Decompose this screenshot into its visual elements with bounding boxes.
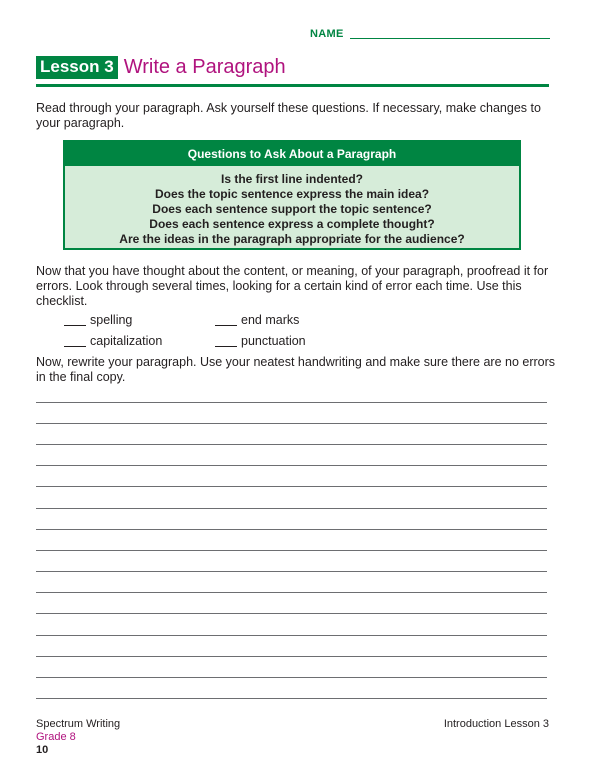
questions-box — [63, 140, 521, 250]
checklist-item-capitalization[interactable] — [64, 334, 162, 349]
checklist-label: capitalization — [90, 334, 163, 348]
check-blank[interactable] — [215, 325, 237, 326]
name-label: NAME — [310, 28, 344, 40]
writing-line[interactable] — [36, 486, 547, 487]
intro-text: Read through your paragraph. Ask yourself these questions. If necessary, make changes to your paragraph. — [36, 101, 541, 130]
rewrite-text: Now, rewrite your paragraph. Use your neatest handwriting and make sure there are no errors in the final copy. — [36, 355, 556, 384]
checklist-label: spelling — [90, 313, 133, 327]
checklist-item-punctuation[interactable] — [215, 334, 306, 349]
writing-line[interactable] — [36, 529, 547, 530]
check-blank[interactable] — [64, 325, 86, 326]
checklist-item-end-marks[interactable] — [215, 313, 299, 328]
writing-line[interactable] — [36, 698, 547, 699]
footer-section: Introduction Lesson 3 — [443, 718, 549, 730]
footer-publisher: Spectrum Writing — [36, 718, 121, 730]
lesson-header — [36, 56, 549, 87]
writing-line[interactable] — [36, 656, 547, 657]
lesson-badge: Lesson 3 — [36, 56, 118, 79]
writing-line[interactable] — [36, 465, 547, 466]
writing-line[interactable] — [36, 508, 547, 509]
writing-line[interactable] — [36, 613, 547, 614]
check-blank[interactable] — [215, 346, 237, 347]
writing-line[interactable] — [36, 571, 547, 572]
proofread-text: Now that you have thought about the content, or meaning, of your paragraph, proofread it for errors. Look through several times, looking for a certain kind of error each time. Use this checklist. — [36, 264, 549, 308]
questions-box-title: Questions to Ask About a Paragraph — [65, 142, 519, 166]
question-item: Does the topic sentence express the main idea? — [154, 187, 430, 201]
check-blank[interactable] — [64, 346, 86, 347]
checklist-label: end marks — [241, 313, 300, 327]
checklist-label: punctuation — [241, 334, 306, 348]
footer-left — [36, 718, 120, 757]
writing-line[interactable] — [36, 635, 547, 636]
question-item: Is the first line indented? — [220, 172, 363, 186]
lesson-title: Write a Paragraph — [123, 56, 286, 78]
writing-line[interactable] — [36, 402, 547, 403]
questions-list — [65, 166, 519, 247]
question-item: Are the ideas in the paragraph appropriate for the audience? — [119, 232, 465, 246]
writing-line[interactable] — [36, 592, 547, 593]
checklist-item-spelling[interactable] — [64, 313, 132, 328]
name-field[interactable] — [310, 26, 550, 40]
writing-line[interactable] — [36, 423, 547, 424]
writing-line[interactable] — [36, 677, 547, 678]
name-line[interactable] — [350, 38, 550, 39]
writing-line[interactable] — [36, 550, 547, 551]
question-item: Does each sentence support the topic sentence? — [152, 202, 432, 216]
question-item: Does each sentence express a complete thought? — [149, 217, 435, 231]
footer-grade: Grade 8 — [36, 731, 76, 743]
writing-line[interactable] — [36, 444, 547, 445]
page-number: 10 — [36, 744, 49, 756]
